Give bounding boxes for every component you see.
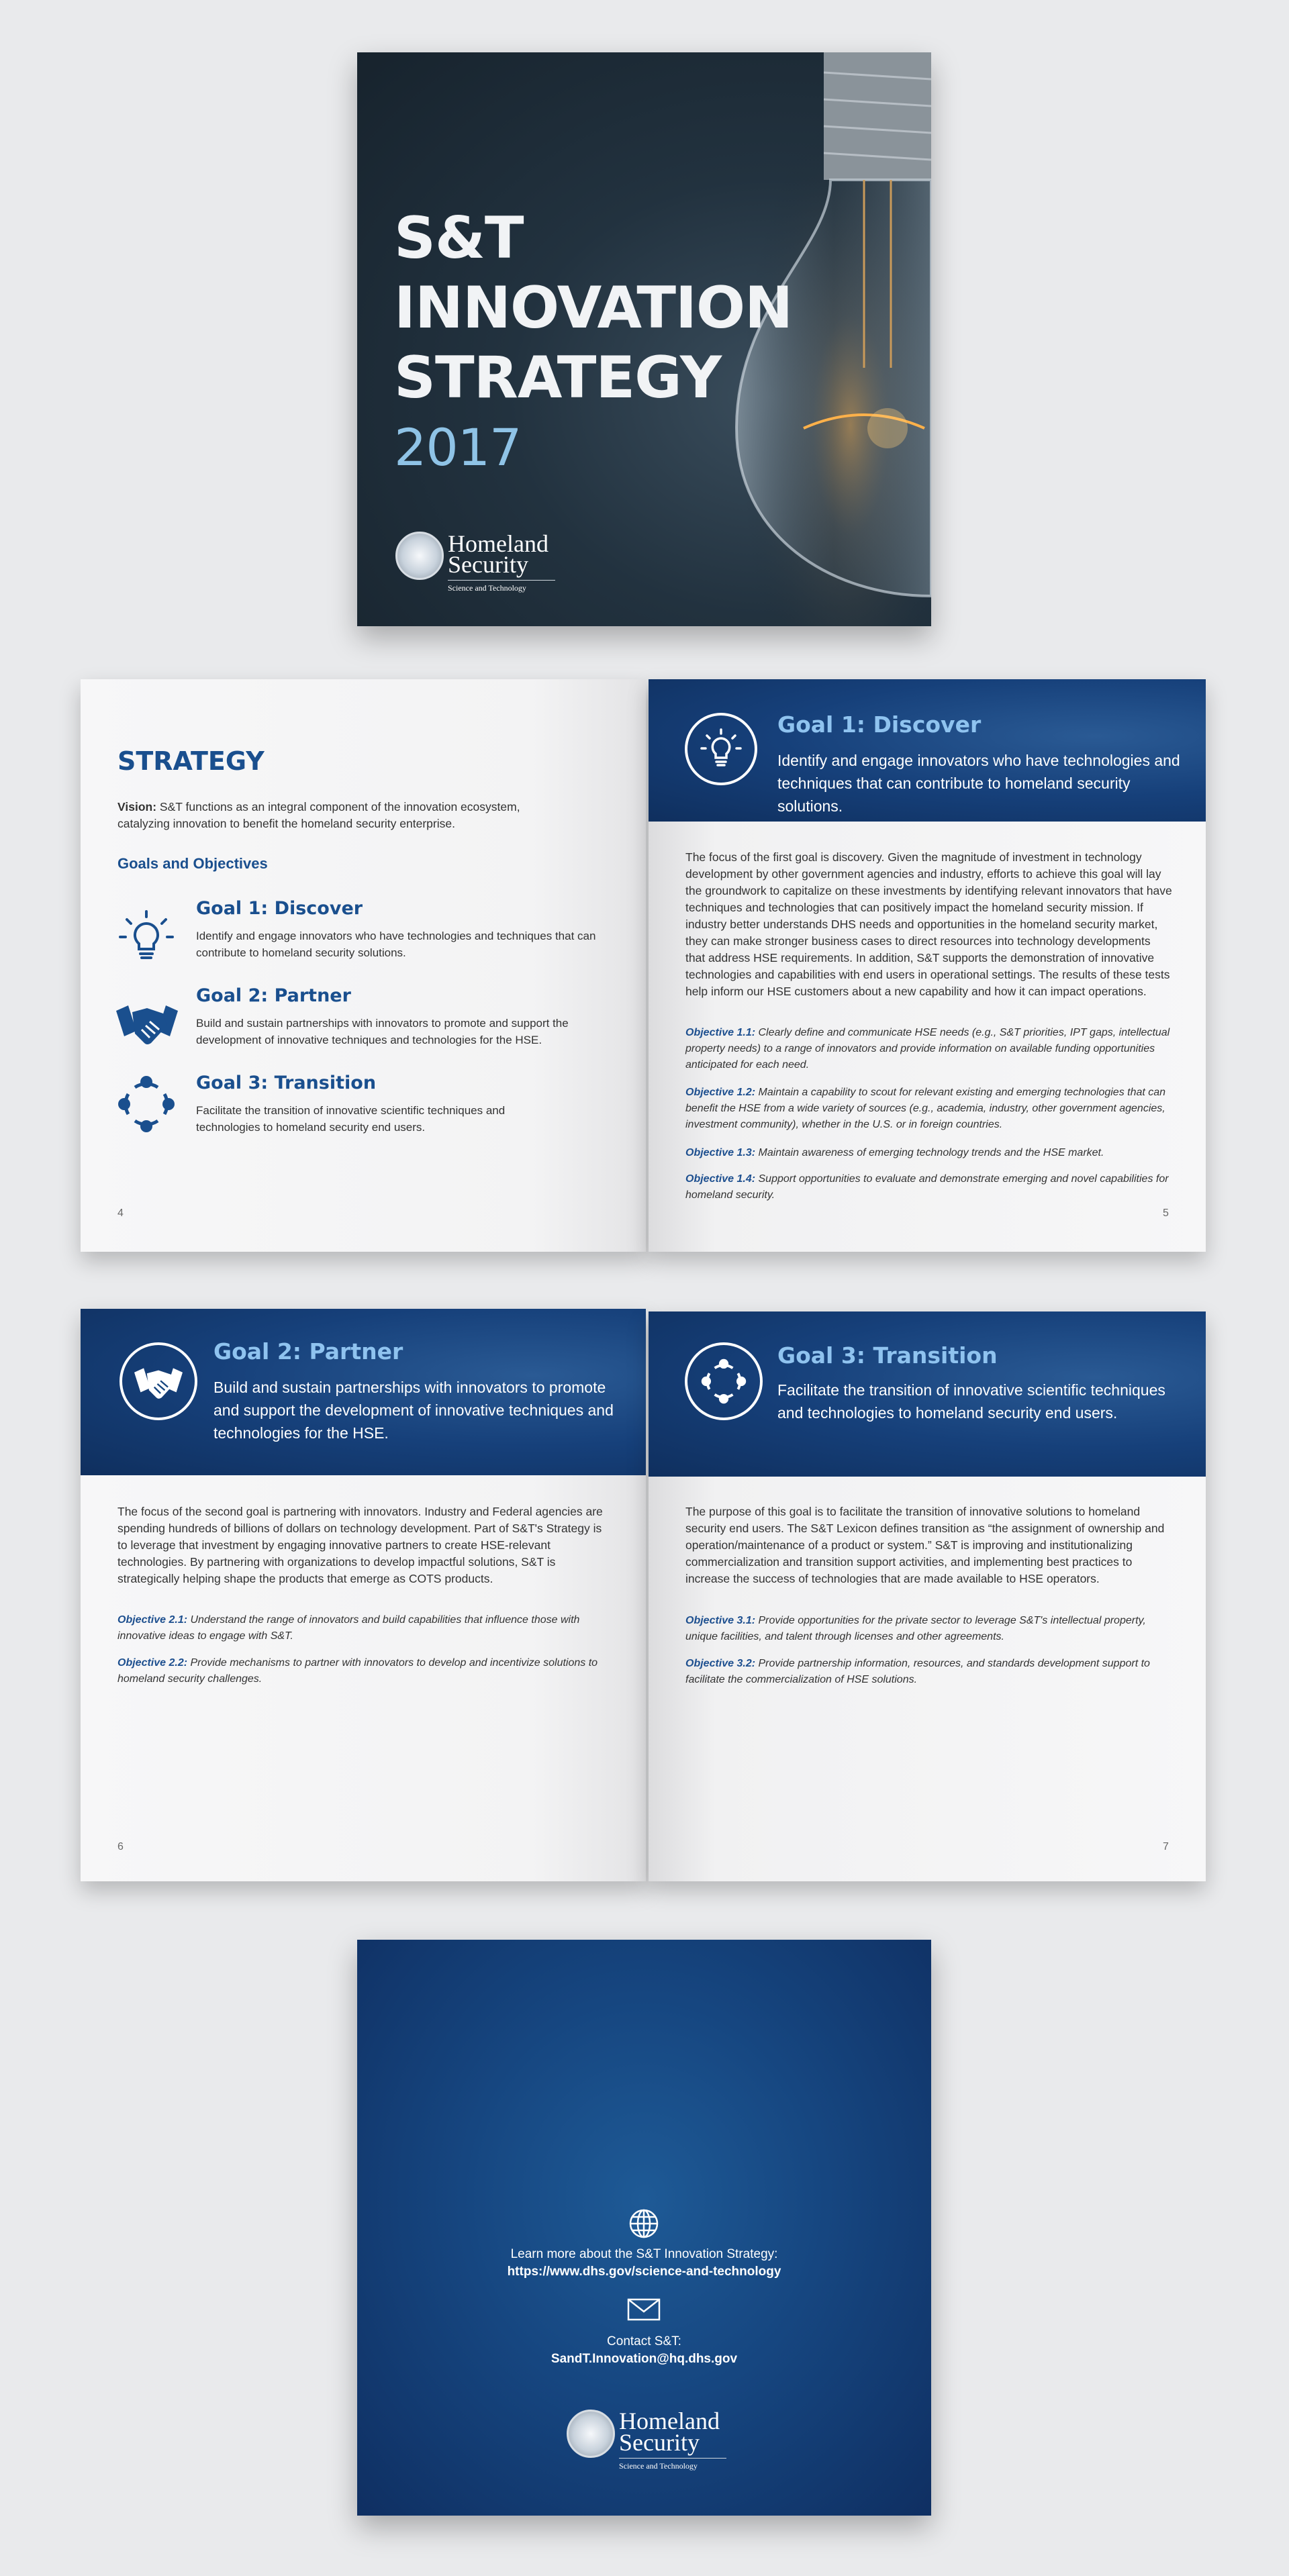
objective-text: Maintain awareness of emerging technology trends and the HSE market. [758, 1147, 1104, 1158]
objective-label: Objective 2.1: [117, 1614, 188, 1626]
goal-3-badge [685, 1342, 763, 1420]
goal-1-description: Identify and engage innovators who have technologies and techniques that can contribute to homeland security solutions. [196, 930, 596, 959]
brand-security: Security [448, 551, 528, 578]
goal-2-subtitle: Build and sustain partnerships with innovators to promote and support the development of innovative techniques and technologies for the HSE. [213, 1379, 614, 1442]
vision-text: S&T functions as an integral component of the innovation ecosystem, catalyzing innovation to benefit the homeland security enterprise. [117, 800, 520, 830]
page-number: 4 [117, 1207, 124, 1219]
learn-more-text: Learn more about the S&T Innovation Strategy: [510, 2247, 778, 2261]
contact-text: Contact S&T: [607, 2334, 681, 2348]
objective-text: Maintain a capability to scout for relevant existing and emerging technologies that can benefit the HSE from a wide variety of sources (e.g., academia, industry, other government agencies, investment community), whether in the U.S. or in foreign countries. [685, 1087, 1166, 1130]
transition-cycle-icon [701, 1358, 747, 1404]
strategy-heading: STRATEGY [117, 746, 265, 776]
website-link[interactable]: https://www.dhs.gov/science-and-technology [507, 2265, 781, 2279]
page-number: 7 [1163, 1841, 1169, 1852]
dhs-seal-icon [395, 532, 444, 580]
objective-text: Provide partnership information, resources, and standards development support to facilitate the commercialization of HSE solutions. [685, 1658, 1150, 1685]
dhs-seal-icon [567, 2410, 615, 2458]
objective-2-1 [117, 1612, 614, 1644]
objective-1-1 [685, 1025, 1172, 1073]
brand-homeland: Homeland [448, 530, 548, 557]
brand-homeland: Homeland [619, 2408, 720, 2434]
objective-text: Support opportunities to evaluate and demonstrate emerging and novel capabilities for homeland security. [685, 1173, 1169, 1201]
objective-1-3 [685, 1145, 1172, 1161]
page-4 [81, 679, 646, 1252]
objective-label: Objective 1.1: [685, 1027, 756, 1038]
objective-1-4 [685, 1171, 1172, 1203]
handshake-icon [116, 996, 178, 1048]
objective-1-2 [685, 1085, 1172, 1133]
cover-title-line: STRATEGY [394, 344, 722, 411]
vision-label: Vision: [117, 800, 157, 813]
goal-3-title: Goal 3: Transition [196, 1073, 377, 1093]
lightbulb-icon [117, 909, 175, 967]
globe-icon [628, 2208, 659, 2239]
goal-2-body: The focus of the second goal is partnering with innovators. Industry and Federal agencies are spending hundreds of billions of dollars on technology development. Part of S&T's Strategy is to leverage that investment by engaging innovative partners to create HSE-relevant technologies. By partnering with organizations to develop impactful solutions, S&T is strategically helping shape the products that emerge as COTS products. [117, 1505, 603, 1585]
email-link[interactable]: SandT.Innovation@hq.dhs.gov [551, 2352, 738, 2366]
page-7 [649, 1311, 1206, 1881]
goal-1-heading: Goal 1: Discover [777, 711, 982, 738]
goals-heading: Goals and Objectives [117, 855, 268, 872]
goal-1-title: Goal 1: Discover [196, 898, 363, 919]
goal-1-subtitle: Identify and engage innovators who have technologies and techniques that can contribute to homeland security solutions. [777, 752, 1180, 815]
cover-title [394, 203, 792, 483]
goal-1-badge [685, 713, 757, 785]
goal-2-heading: Goal 2: Partner [213, 1338, 403, 1365]
page-6 [81, 1309, 646, 1881]
vision-statement [117, 799, 574, 832]
envelope-icon [627, 2298, 661, 2321]
objective-label: Objective 2.2: [117, 1657, 188, 1669]
objective-3-1 [685, 1613, 1179, 1645]
objective-label: Objective 1.4: [685, 1173, 756, 1185]
goal-2-badge [120, 1342, 197, 1420]
objective-label: Objective 3.2: [685, 1658, 756, 1669]
objective-text: Provide mechanisms to partner with innovators to develop and incentivize solutions to homeland security challenges. [117, 1657, 598, 1685]
brand-subtitle: Science and Technology [448, 580, 555, 593]
objective-text: Clearly define and communicate HSE needs (e.g., S&T priorities, IPT gaps, intellectual property needs) to a range of innovators and provide information on available funding opportunities anticipated for each need. [685, 1027, 1170, 1071]
objective-text: Understand the range of innovators and build capabilities that influence those with innovative ideas to engage with S&T. [117, 1614, 580, 1642]
objective-2-2 [117, 1655, 614, 1687]
page-number: 5 [1163, 1207, 1169, 1219]
objective-label: Objective 1.3: [685, 1147, 756, 1158]
brand-security: Security [619, 2429, 700, 2456]
back-cover [357, 1940, 931, 2516]
goal-2-description: Build and sustain partnerships with innovators to promote and support the development of innovative techniques and technologies for the HSE. [196, 1017, 569, 1046]
page-5 [649, 679, 1206, 1252]
cover-title-line: S&T [394, 205, 524, 272]
goal-1-body: The focus of the first goal is discovery. Given the magnitude of investment in technology development by other government agencies and industry, efforts to achieve this goal will lay the groundwork to capitalize on these investments by identifying relevant innovators that have techniques and technologies that can positively impact the homeland security mission. If industry better understands DHS needs and opportunities in the homeland security market, they can make stronger business cases to direct resources into technology developments that address HSE requirements. In addition, S&T supports the demonstration of innovative technologies and capabilities with end users in operational settings. The results of these tests help inform our HSE customers about a new capability and how it can impact operations. [685, 850, 1172, 998]
objective-label: Objective 1.2: [685, 1087, 756, 1098]
objective-label: Objective 3.1: [685, 1615, 756, 1626]
cover-title-line: INNOVATION [394, 275, 793, 342]
goal-3-heading: Goal 3: Transition [777, 1342, 998, 1369]
cover-year: 2017 [394, 417, 522, 477]
objective-text: Provide opportunities for the private sector to leverage S&T's intellectual property, unique facilities, and talent through licenses and other agreements. [685, 1615, 1146, 1642]
handshake-icon [134, 1360, 183, 1402]
brand-subtitle: Science and Technology [619, 2458, 726, 2471]
lightbulb-icon [700, 728, 743, 771]
goal-3-subtitle: Facilitate the transition of innovative scientific techniques and technologies to homeland security end users. [777, 1381, 1165, 1422]
page-number: 6 [117, 1841, 124, 1852]
goal-3-body: The purpose of this goal is to facilitate the transition of innovative solutions to homeland security end users. The S&T Lexicon defines transition as “the assignment of ownership and operation/maintenance of a product or system.” S&T is improving and institutionalizing commercialization and transition support activities, and implementing best practices to increase the success of technologies that are made available to HSE operators. [685, 1505, 1165, 1585]
goal-2-title: Goal 2: Partner [196, 985, 351, 1006]
objective-3-2 [685, 1656, 1179, 1688]
front-cover [357, 52, 931, 626]
goal-3-description: Facilitate the transition of innovative scientific techniques and technologies to homeland security end users. [196, 1104, 506, 1134]
transition-cycle-icon [117, 1075, 175, 1133]
